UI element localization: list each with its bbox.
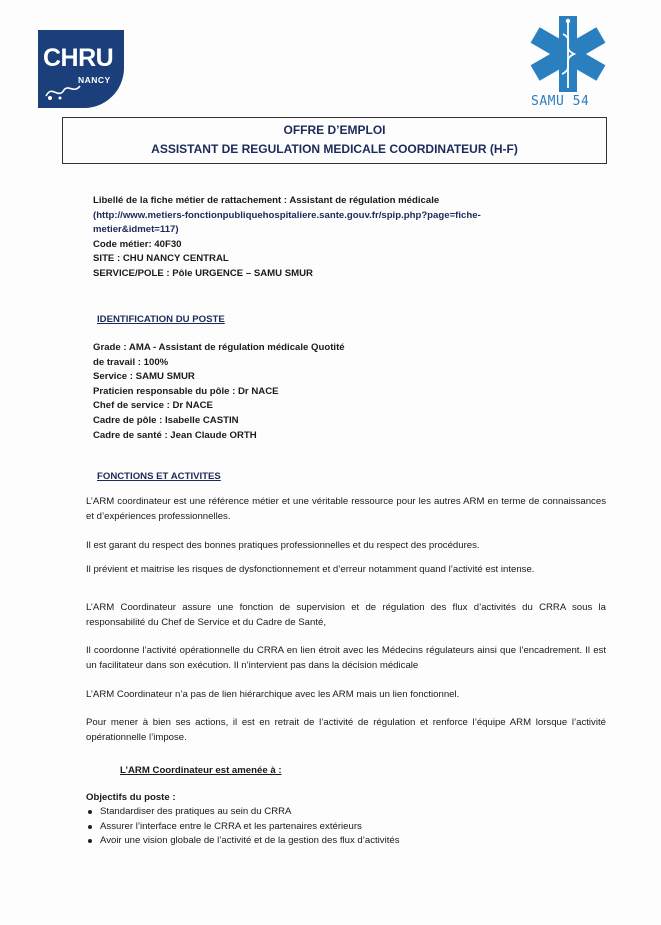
chef-service: Chef de service : Dr NACE bbox=[93, 400, 213, 412]
cadre-pole: Cadre de pôle : Isabelle CASTIN bbox=[93, 414, 239, 426]
code-metier: Code métier: 40F30 bbox=[93, 238, 182, 250]
title-box bbox=[62, 117, 607, 164]
samu-logo-label: SAMU 54 bbox=[531, 94, 590, 109]
praticien: Praticien responsable du pôle : Dr NACE bbox=[93, 385, 279, 397]
job-title: ASSISTANT DE REGULATION MEDICALE COORDINATEUR (H-F) bbox=[151, 142, 518, 156]
samu-logo bbox=[527, 14, 609, 114]
paragraph-3: Il prévient et maitrise les risques de dysfonctionnement et d’erreur notamment quand l’activité est intense. bbox=[86, 564, 535, 575]
paragraph-4: L’ARM Coordinateur assure une fonction de supervision et de régulation des flux d’activités du CRRA sous la responsabilité du Chef de Service et du Cadre de Santé, bbox=[86, 602, 606, 628]
objectifs-heading: Objectifs du poste : bbox=[86, 792, 176, 803]
identification-heading: IDENTIFICATION DU POSTE bbox=[97, 314, 225, 325]
amenee-heading: L’ARM Coordinateur est amenée à : bbox=[120, 765, 282, 776]
list-item: Standardiser des pratiques au sein du CRRA bbox=[86, 805, 400, 820]
paragraph-5: Il coordonne l’activité opérationnelle du CRRA en lien étroit avec les Médecins régulateurs ainsi que l’encadrement. Il est un facilitateur dans son exécution. Il n’intervient pas dans la décision médicale bbox=[86, 645, 606, 671]
paragraph-6: L’ARM Coordinateur n’a pas de lien hiérarchique avec les ARM mais un lien fonctionnel. bbox=[86, 689, 460, 700]
objectifs-list bbox=[86, 805, 400, 849]
chru-logo-word: CHRU bbox=[43, 44, 114, 72]
service: Service : SAMU SMUR bbox=[93, 371, 195, 383]
identification-block bbox=[93, 341, 345, 443]
paragraph-1: L’ARM coordinateur est une référence métier et une véritable ressource pour les autres ARM en terme de connaissances et d’expériences professionnelles. bbox=[86, 496, 606, 522]
chru-logo bbox=[38, 30, 124, 108]
chru-ornament-icon bbox=[44, 80, 84, 102]
list-item: Assurer l’interface entre le CRRA et les partenaires extérieurs bbox=[86, 820, 400, 835]
fonctions-heading: FONCTIONS ET ACTIVITES bbox=[97, 471, 221, 482]
offer-title: OFFRE D’EMPLOI bbox=[283, 123, 386, 137]
cadre-sante: Cadre de santé : Jean Claude ORTH bbox=[93, 429, 257, 441]
site: SITE : CHU NANCY CENTRAL bbox=[93, 253, 229, 265]
fiche-url-line1[interactable]: (http://www.metiers-fonctionpubliquehospitaliere.sante.gouv.fr/spip.php?page=fiche- bbox=[93, 209, 481, 221]
grade-line2: de travail : 100% bbox=[93, 356, 169, 368]
list-item: Avoir une vision globale de l’activité et de la gestion des flux d’activités bbox=[86, 834, 400, 849]
chru-logo-sub: NANCY bbox=[78, 75, 111, 85]
grade-line1: Grade : AMA - Assistant de régulation médicale Quotité bbox=[93, 342, 345, 353]
service-pole: SERVICE/POLE : Pôle URGENCE – SAMU SMUR bbox=[93, 267, 313, 279]
info-block bbox=[93, 194, 481, 282]
fiche-url-line2[interactable]: metier&idmet=117) bbox=[93, 224, 179, 236]
paragraph-2: Il est garant du respect des bonnes pratiques professionnelles et du respect des procédures. bbox=[86, 540, 480, 551]
star-of-life-icon bbox=[527, 14, 609, 94]
paragraph-7: Pour mener à bien ses actions, il est en retrait de l’activité de régulation et renforce l’équipe ARM lorsque l’activité opérationnelle l’impose. bbox=[86, 717, 606, 743]
fiche-label: Libellé de la fiche métier de rattachement : Assistant de régulation médicale bbox=[93, 195, 440, 206]
